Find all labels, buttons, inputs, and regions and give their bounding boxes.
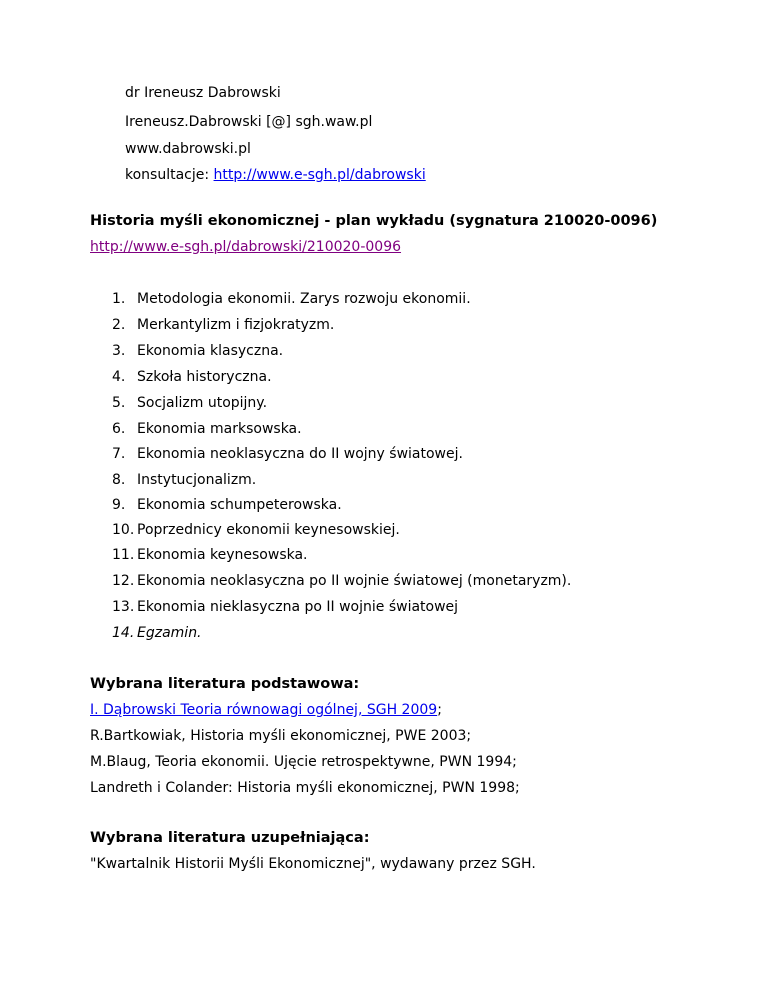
course-link-line — [90, 239, 401, 255]
basic-literature-item: M.Blaug, Teoria ekonomii. Ujęcie retrospektywne, PWN 1994; — [90, 754, 517, 770]
basic-literature-link[interactable]: I. Dąbrowski Teoria równowagi ogólnej, SGH 2009 — [90, 702, 438, 718]
list-item: 10. Poprzednicy ekonomii keynesowskiej. — [112, 522, 400, 538]
course-link[interactable]: http://www.e-sgh.pl/dabrowski/210020-0096 — [90, 239, 402, 255]
consultation-line — [125, 167, 426, 183]
link-suffix: ; — [437, 702, 442, 718]
list-item: 11. Ekonomia keynesowska. — [112, 547, 308, 563]
consultation-link[interactable]: http://www.e-sgh.pl/dabrowski — [213, 167, 426, 183]
list-item: 13. Ekonomia nieklasyczna po II wojnie światowej — [112, 599, 459, 615]
extra-literature-item: "Kwartalnik Historii Myśli Ekonomicznej", wydawany przez SGH. — [90, 856, 536, 872]
list-item: 6. Ekonomia marksowska. — [112, 421, 302, 437]
course-title: Historia myśli ekonomicznej - plan wykładu (sygnatura 210020-0096) — [90, 213, 658, 229]
basic-literature-item: R.Bartkowiak, Historia myśli ekonomicznej, PWE 2003; — [90, 728, 472, 744]
list-item: 8. Instytucjonalizm. — [112, 472, 257, 488]
list-item: 9. Ekonomia schumpeterowska. — [112, 497, 342, 513]
list-item: 3. Ekonomia klasyczna. — [112, 343, 284, 359]
extra-literature-heading: Wybrana literatura uzupełniająca: — [90, 830, 370, 846]
basic-literature-item: Landreth i Colander: Historia myśli ekonomicznej, PWN 1998; — [90, 780, 520, 796]
list-item: 2. Merkantylizm i fizjokratyzm. — [112, 317, 335, 333]
list-item-exam: 14. Egzamin. — [112, 625, 202, 641]
basic-literature-link-line — [90, 702, 442, 718]
list-item: 12. Ekonomia neoklasyczna po II wojnie światowej (monetaryzm). — [112, 573, 572, 589]
list-item: 7. Ekonomia neoklasyczna do II wojny światowej. — [112, 446, 463, 462]
basic-literature-heading: Wybrana literatura podstawowa: — [90, 676, 360, 692]
consultation-label: konsultacje: — [125, 167, 214, 183]
author-email: Ireneusz.Dabrowski [@] sgh.waw.pl — [125, 114, 373, 130]
list-item: 1. Metodologia ekonomii. Zarys rozwoju ekonomii. — [112, 291, 471, 307]
author-name: dr Ireneusz Dabrowski — [125, 85, 281, 101]
list-item: 4. Szkoła historyczna. — [112, 369, 272, 385]
author-website: www.dabrowski.pl — [125, 141, 251, 157]
list-item: 5. Socjalizm utopijny. — [112, 395, 268, 411]
